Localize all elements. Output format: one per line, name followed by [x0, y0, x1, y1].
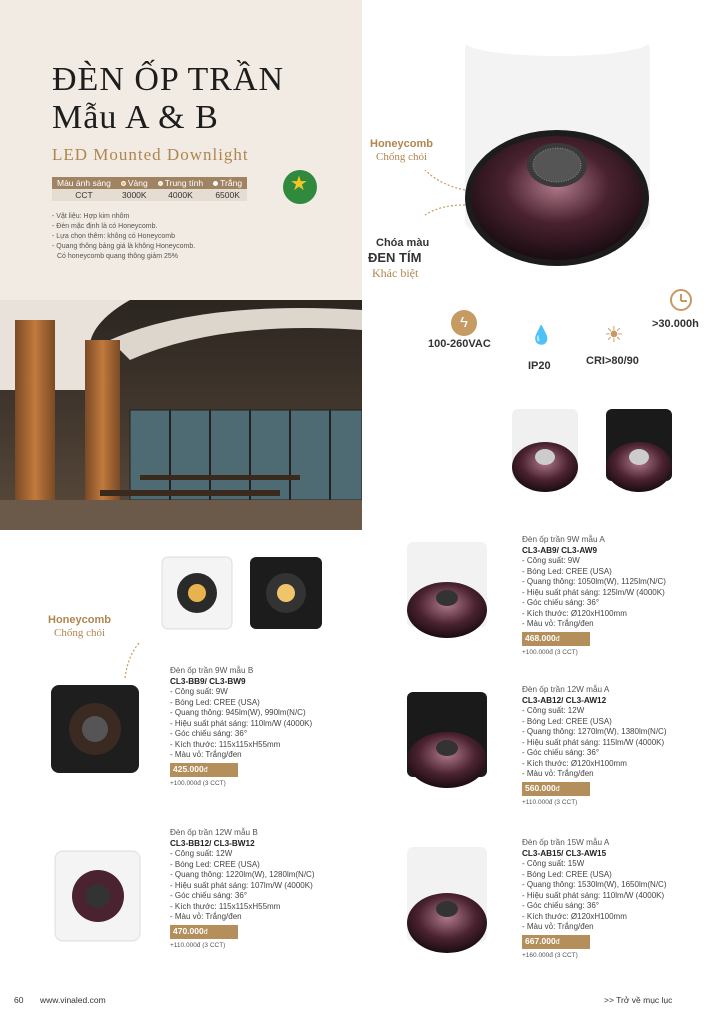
product-code: CL3-AB9/ CL3-AW9 [522, 545, 598, 555]
price-unit: đ [203, 766, 208, 774]
product-name: Đèn ốp trần 9W mẫu A [522, 535, 605, 544]
page-title-line2: Mẫu A & B [52, 99, 219, 136]
reflector-sub: Khác biệt [372, 266, 419, 280]
cct-row-label: CCT [52, 189, 116, 201]
product-code: CL3-AB15/ CL3-AW15 [522, 848, 607, 858]
cct-cool-label: Trắng [220, 178, 243, 188]
price-addon: +110.000đ (3 CCT) [522, 799, 578, 806]
spec-line: - Hiệu suất phát sáng: 110lm/W (4000K) [170, 718, 313, 728]
spec-line: - Bóng Led: CREE (USA) [522, 716, 612, 726]
cct-warm-label: Vàng [127, 178, 148, 188]
model-b-pair-image [160, 555, 330, 633]
spec-line: - Kích thước: 115x115xH55mm [170, 901, 281, 911]
cct-neutral-label: Trung tính [164, 178, 204, 188]
cct-neutral [153, 177, 208, 189]
price-tag [522, 632, 590, 647]
price-value: 468.000 [525, 632, 556, 643]
spec-line: - Màu vỏ: Trắng/đen [170, 912, 242, 921]
water-drop-icon: 💧 [530, 325, 553, 345]
spec-line: - Màu vỏ: Trắng/đen [522, 922, 594, 931]
price-addon: +100.000đ (3 CCT) [170, 780, 226, 787]
interior-photo [0, 300, 362, 530]
price-value: 470.000 [173, 925, 204, 936]
product-name: Đèn ốp trần 9W mẫu B [170, 666, 254, 675]
spec-line: - Công suất: 15W [522, 859, 585, 868]
note-item: Có honeycomb quang thông giảm 25% [57, 253, 179, 260]
spec-line: - Màu vỏ: Trắng/đen [170, 750, 242, 759]
spec-line: - Góc chiếu sáng: 36° [522, 748, 600, 757]
product-code: CL3-BB12/ CL3-BW12 [170, 838, 255, 848]
honeycomb-sub: Chống chói [376, 151, 428, 163]
energy-star-badge-icon: ★ [283, 170, 317, 204]
price-value: 425.000 [173, 763, 204, 774]
note-item: - Vật liệu: Hợp kim nhôm [52, 213, 130, 220]
price-unit: đ [555, 785, 560, 793]
spec-line: - Bóng Led: CREE (USA) [170, 859, 260, 869]
spec-line: - Màu vỏ: Trắng/đen [522, 619, 594, 628]
spec-line: - Góc chiếu sáng: 36° [170, 891, 248, 900]
arrow-decoration [420, 160, 470, 220]
product-bb12 [170, 828, 360, 952]
price-tag [522, 935, 590, 950]
back-to-toc-link[interactable]: >> Trở về mục lục [604, 995, 673, 1005]
feature-life: >30.000h [652, 318, 699, 330]
product-ab15-image [405, 845, 490, 955]
price-addon: +110.000đ (3 CCT) [170, 942, 226, 949]
product-bb9-image [48, 682, 143, 777]
spec-line: - Quang thông: 1050lm(W), 1125lm(N/C) [522, 577, 666, 586]
cct-table [52, 177, 247, 201]
reflector-label: Chóa màu [376, 237, 430, 249]
page-title-line1: ĐÈN ỐP TRẦN [52, 61, 285, 98]
spec-line: - Công suất: 9W [170, 687, 228, 696]
cct-warm [116, 177, 153, 189]
spec-line: - Quang thông: 1530lm(W), 1650lm(N/C) [522, 880, 667, 889]
spec-line: - Công suất: 12W [170, 849, 233, 858]
product-name: Đèn ốp trần 12W mẫu A [522, 685, 610, 694]
spec-line: - Kích thước: Ø120xH100mm [522, 758, 627, 768]
spec-line: - Công suất: 12W [522, 706, 585, 715]
cool-dot-icon [213, 181, 218, 186]
product-bb12-image [52, 848, 144, 946]
product-code: CL3-BB9/ CL3-BW9 [170, 676, 246, 686]
price-unit: đ [555, 635, 560, 643]
spec-line: - Quang thông: 1270lm(W), 1380lm(N/C) [522, 727, 667, 736]
product-ab9 [522, 535, 717, 659]
product-bb9 [170, 666, 360, 790]
cct-cool [208, 177, 247, 189]
spec-line: - Góc chiếu sáng: 36° [522, 598, 600, 607]
price-tag [170, 925, 238, 940]
feature-ip: IP20 [528, 360, 551, 372]
clock-icon [670, 289, 692, 311]
neutral-dot-icon [158, 181, 163, 186]
cct-value-6500: 6500K [208, 189, 247, 201]
spec-line: - Bóng Led: CREE (USA) [170, 697, 260, 707]
spec-line: - Kích thước: Ø120xH100mm [522, 608, 627, 618]
price-unit: đ [555, 938, 560, 946]
arrow-decoration [120, 640, 150, 680]
spec-line: - Kích thước: Ø120xH100mm [522, 911, 627, 921]
honeycomb-b-label: Honeycomb [48, 614, 111, 626]
feature-cri: CRI>80/90 [586, 355, 639, 367]
spec-line: - Màu vỏ: Trắng/đen [522, 769, 594, 778]
honeycomb-b-sub: Chống chói [54, 627, 106, 639]
spec-line: - Công suất: 9W [522, 556, 580, 565]
spec-line: - Kích thước: 115x115xH55mm [170, 739, 281, 749]
spec-line: - Quang thông: 945lm(W), 990lm(N/C) [170, 708, 306, 717]
hero-lamp-illustration [460, 30, 655, 270]
page-number: 60 [14, 995, 24, 1005]
spec-line: - Hiệu suất phát sáng: 107lm/W (4000K) [170, 880, 313, 890]
spec-line: - Góc chiếu sáng: 36° [170, 729, 248, 738]
note-item: - Quang thông bảng giá là không Honeycomb. [52, 243, 196, 250]
price-tag [170, 763, 238, 778]
price-tag [522, 782, 590, 797]
product-ab9-image [405, 540, 490, 640]
product-code: CL3-AB12/ CL3-AW12 [522, 695, 607, 705]
reflector-color: ĐEN TÍM [368, 250, 422, 265]
product-name: Đèn ốp trần 12W mẫu B [170, 828, 258, 837]
spec-line: - Quang thông: 1220lm(W), 1280lm(N/C) [170, 870, 315, 879]
notes-list [52, 212, 195, 262]
cct-value-4000: 4000K [153, 189, 208, 201]
lamp-pair-illustration [510, 405, 680, 495]
warm-dot-icon [121, 181, 126, 186]
product-ab15 [522, 838, 717, 962]
price-addon: +160.000đ (3 CCT) [522, 952, 578, 959]
note-item: - Lựa chọn thêm: không có Honeycomb [52, 233, 175, 240]
website-link[interactable]: www.vinaled.com [40, 995, 106, 1005]
feature-voltage: 100-260VAC [428, 338, 491, 350]
spec-line: - Bóng Led: CREE (USA) [522, 566, 612, 576]
price-value: 560.000 [525, 782, 556, 793]
lightning-icon: ϟ [451, 310, 477, 336]
interior-illustration [0, 300, 362, 530]
spec-line: - Hiệu suất phát sáng: 125lm/W (4000K) [522, 587, 665, 597]
cct-value-3000: 3000K [116, 189, 153, 201]
price-value: 667.000 [525, 935, 556, 946]
product-ab12-image [405, 690, 490, 790]
page-subtitle: LED Mounted Downlight [52, 145, 249, 164]
cct-header-label: Màu ánh sáng [52, 177, 116, 189]
note-item: - Đèn mặc định là có Honeycomb. [52, 223, 158, 230]
honeycomb-label: Honeycomb [370, 138, 433, 150]
price-addon: +100.000đ (3 CCT) [522, 649, 578, 656]
price-unit: đ [203, 928, 208, 936]
spec-line: - Bóng Led: CREE (USA) [522, 869, 612, 879]
spec-line: - Hiệu suất phát sáng: 110lm/W (4000K) [522, 890, 665, 900]
product-ab12 [522, 685, 717, 809]
hero-lamp [460, 30, 655, 270]
spec-line: - Hiệu suất phát sáng: 115lm/W (4000K) [522, 737, 665, 747]
sun-icon: ☀ [604, 322, 624, 347]
product-name: Đèn ốp trần 15W mẫu A [522, 838, 610, 847]
spec-line: - Góc chiếu sáng: 36° [522, 901, 600, 910]
